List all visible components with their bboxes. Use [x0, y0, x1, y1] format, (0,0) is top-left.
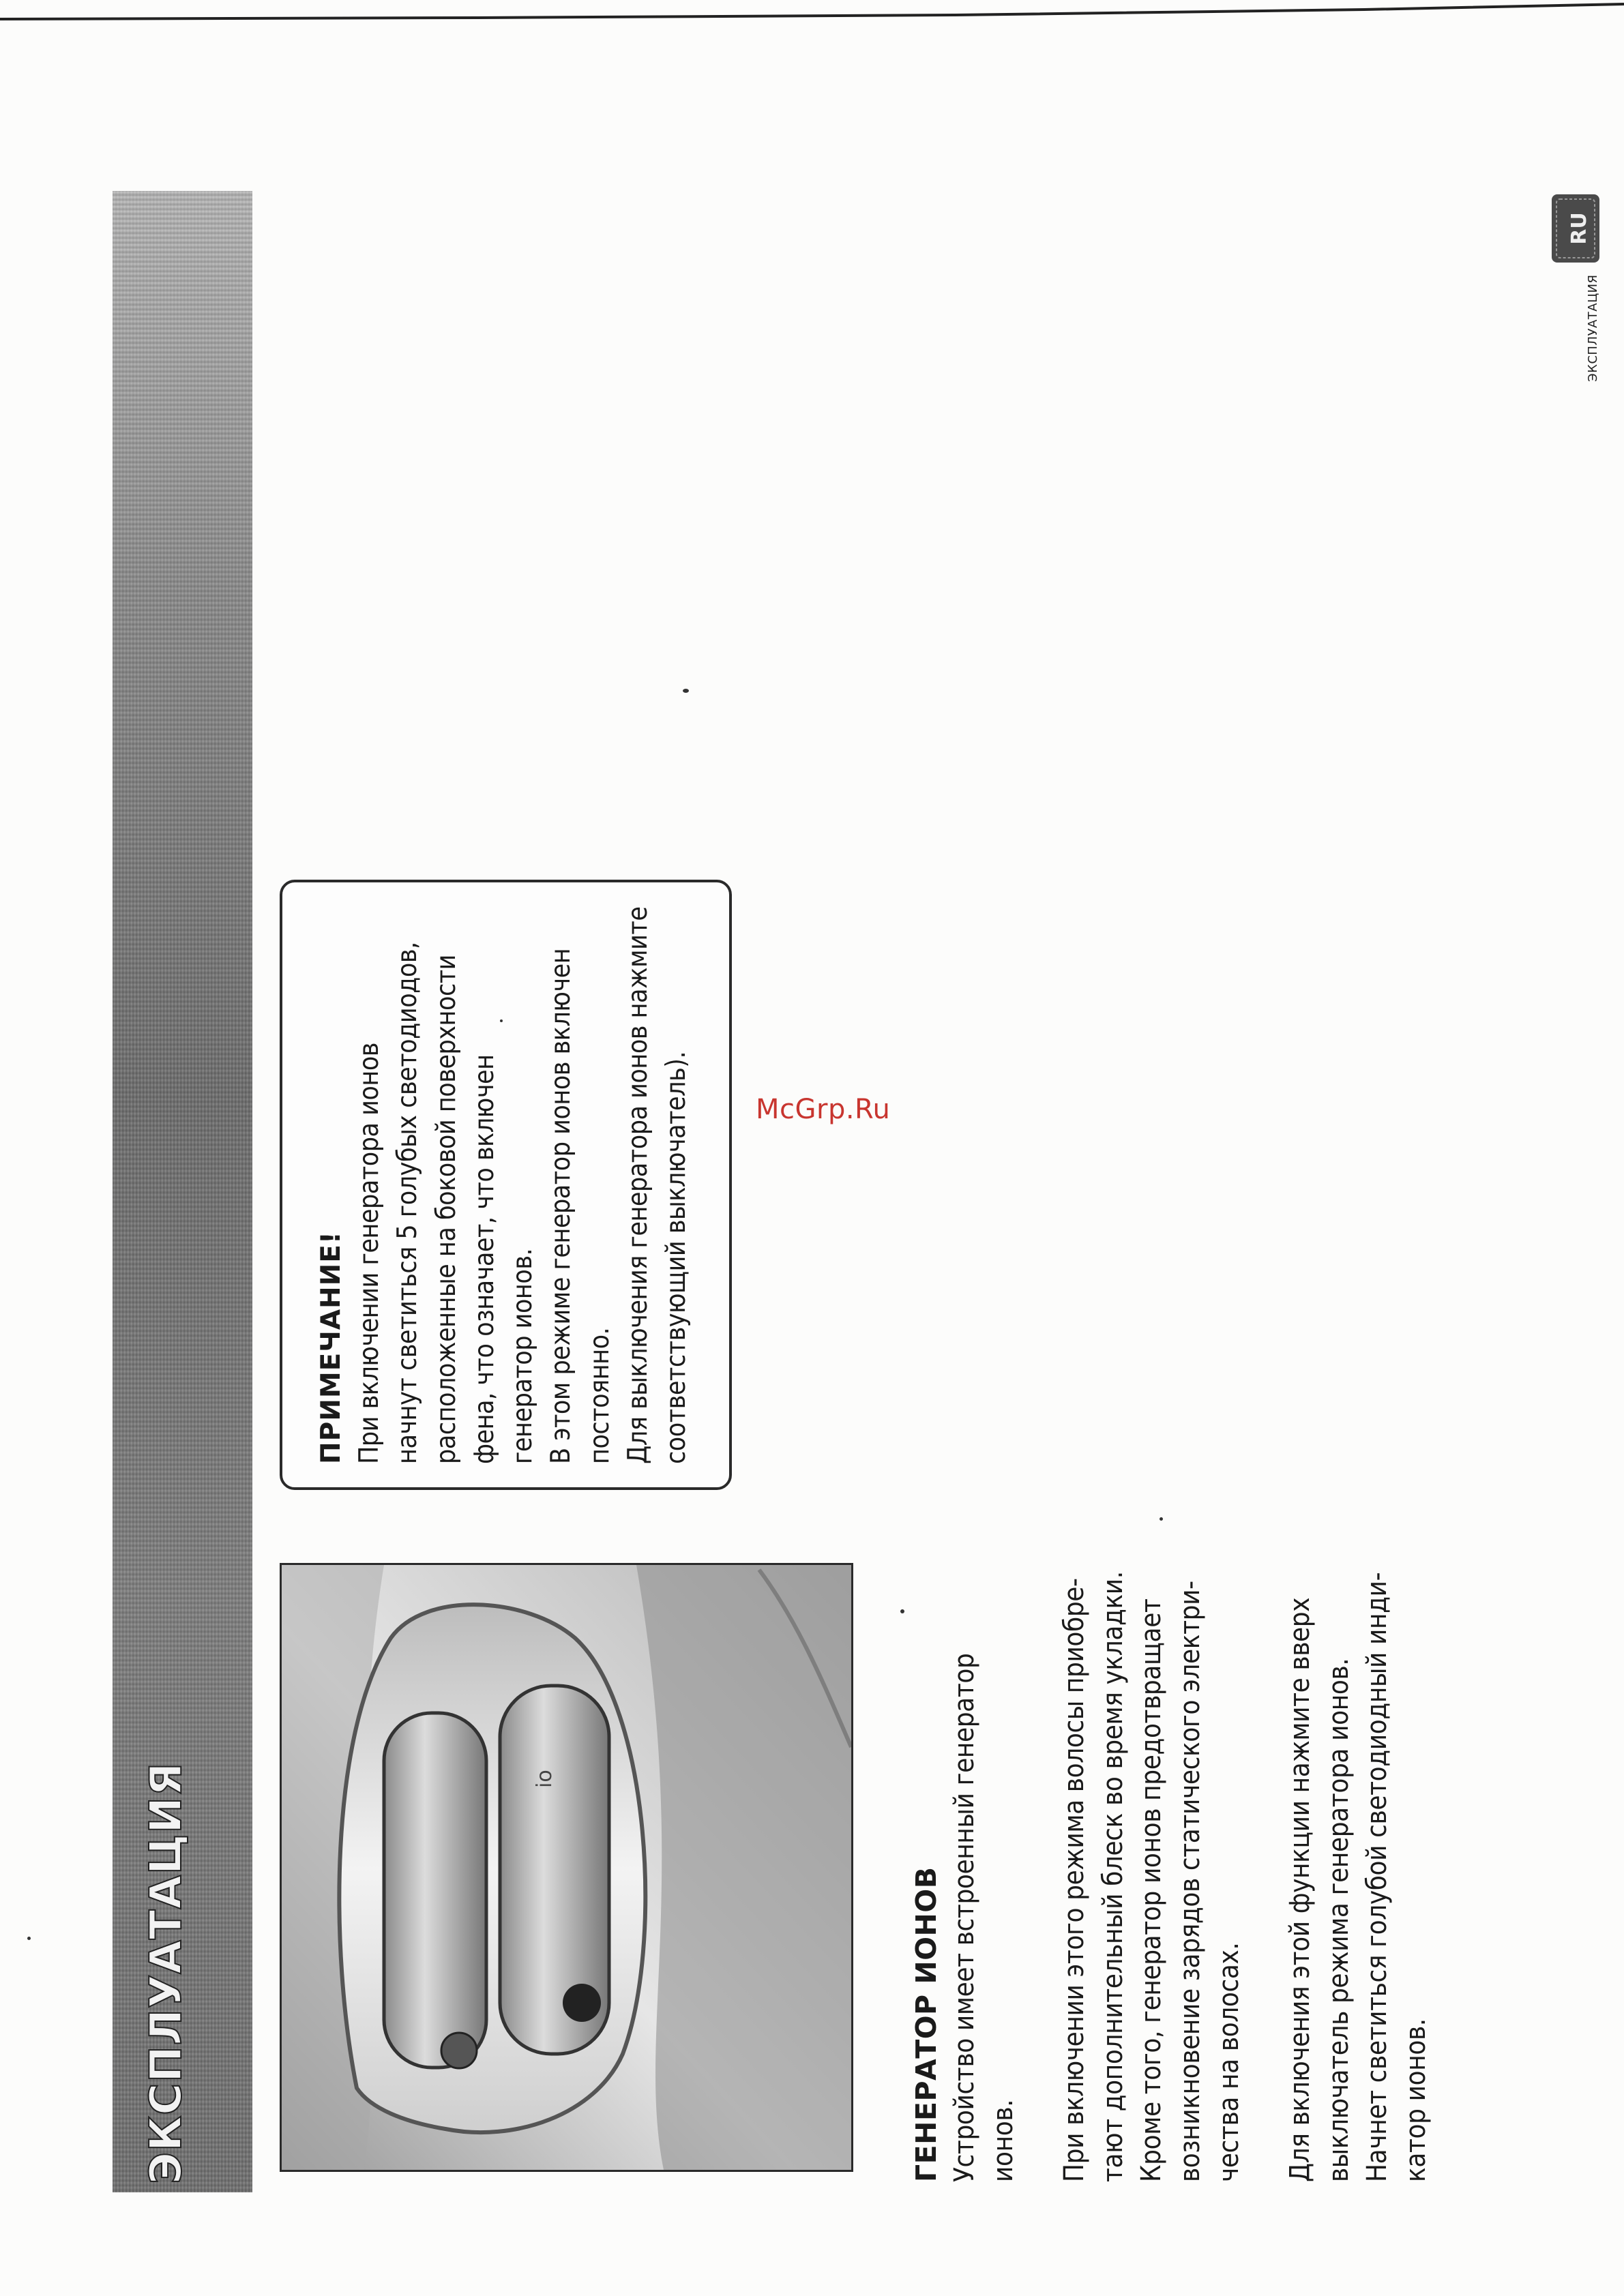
note-line: фена, что означает, что включен — [469, 1054, 500, 1464]
note-line: Для выключения генератора ионов нажмите — [623, 906, 654, 1464]
section-header-band — [113, 191, 252, 2192]
paragraph-line: чества на волосах. — [1213, 1942, 1245, 2182]
paragraph-line: При включении этого режима волосы приобре- — [1059, 1578, 1091, 2182]
paragraph-line: ионов. — [987, 2099, 1019, 2182]
section-title: ГЕНЕРАТОР ИОНОВ — [910, 1866, 943, 2182]
paragraph-line: Для включения этой функции нажмите вверх — [1284, 1597, 1316, 2182]
note-line: начнут светиться 5 голубых светодиодов, — [392, 942, 424, 1464]
scan-speck — [900, 1609, 904, 1613]
scan-speck — [683, 689, 689, 693]
product-photo — [280, 1563, 853, 2172]
scan-speck — [27, 1937, 31, 1940]
note-box — [280, 880, 732, 1490]
language-tab-icon — [1548, 191, 1603, 266]
scan-edge-line — [0, 0, 1624, 27]
note-line: генератор ионов. — [507, 1248, 539, 1464]
paragraph-line: тают дополнительный блеск во время укладки. — [1097, 1571, 1129, 2182]
paragraph-line: возникновение зарядов статического электри- — [1174, 1581, 1206, 2182]
note-title: ПРИМЕЧАНИЕ! — [316, 1231, 346, 1464]
section-body — [907, 1568, 1432, 2182]
paragraph-line: Начнет светиться голубой светодиодный инди- — [1361, 1572, 1393, 2182]
paragraph-activation — [1281, 1568, 1435, 2182]
scan-speck — [1160, 1517, 1163, 1521]
paragraph-intro — [945, 1568, 1022, 2182]
note-line: расположенные на боковой поверхности — [430, 955, 462, 1464]
language-code: RU — [1567, 212, 1591, 245]
svg-text:io: io — [533, 1770, 557, 1788]
section-header-title: ЭКСПЛУАТАЦИЯ — [141, 1761, 192, 2184]
hair-dryer-switch-image — [282, 1565, 851, 2170]
note-line: соответствующий выключатель). — [661, 1051, 692, 1464]
paragraph-line: Кроме того, генератор ионов предотвращает — [1136, 1598, 1168, 2182]
note-line: постоянно. — [584, 1327, 615, 1464]
paragraph-benefits — [1055, 1568, 1248, 2182]
watermark-link[interactable]: McGrp.Ru — [756, 1094, 891, 1125]
note-line: При включении генератора ионов — [354, 1043, 385, 1464]
page-marker-label: ЭКСПЛУАТАЦИЯ — [1586, 274, 1600, 382]
scan-speck — [500, 1019, 503, 1022]
note-line: В этом режиме генератор ионов включен — [546, 948, 577, 1464]
paragraph-line: выключатель режима генератора ионов. — [1323, 1658, 1355, 2182]
paragraph-line: катор ионов. — [1400, 2018, 1432, 2182]
paragraph-line: Устройство имеет встроенный генератор — [949, 1653, 980, 2182]
